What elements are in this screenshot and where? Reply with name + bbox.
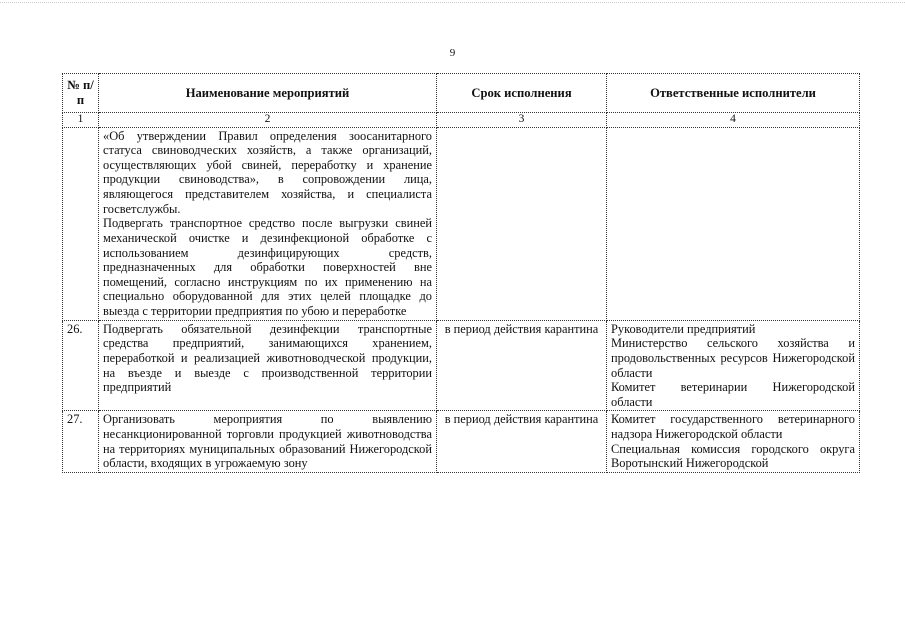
action-cell [99, 127, 437, 320]
action-text: Подвергать обязательной дезинфекции транспортные средства предприятий, занимающихся хранением, переработкой и реализацией животноводческой продукции, на въезде и выезде с производственной территории предприятий [103, 321, 432, 395]
header-deadline: Срок исполнения [437, 74, 607, 113]
action-cell [99, 411, 437, 473]
responsible-cell [607, 320, 860, 411]
column-number: 4 [607, 113, 860, 128]
column-number-row [63, 113, 860, 128]
row-number-empty [63, 127, 99, 320]
responsible-entry: Комитет ветеринарии Нижегородской области [611, 380, 855, 409]
header-action: Наименование мероприятий [99, 74, 437, 113]
column-number: 2 [99, 113, 437, 128]
responsible-cell [607, 411, 860, 473]
action-cell [99, 320, 437, 411]
page-number: 9 [449, 47, 456, 59]
row-number: 26. [63, 320, 99, 411]
deadline-cell: в период действия карантина [437, 411, 607, 473]
responsible-cell-empty [607, 127, 860, 320]
action-text: Организовать мероприятия по выявлению несанкционированной торговли продукцией животноводства на территориях муниципальных образований Нижегородской области, входящих в угрожаемую зону [103, 412, 432, 471]
column-number: 1 [63, 113, 99, 128]
row-number: 27. [63, 411, 99, 473]
header-responsible: Ответственные исполнители [607, 74, 860, 113]
responsible-entry: Руководители предприятий [611, 321, 756, 336]
header-number: № п/п [63, 74, 99, 113]
action-paragraph: Подвергать транспортное средство после выгрузки свиней механической очистке и дезинфекционой обработке с использованием дезинфицирующих средств, предназначенных для обработки поверхностей вне помещений, согласно инструкциям по их применению на специально оборудованной для этих целей площадке до выезда с территории предприятия по убою и переработке [103, 216, 432, 319]
deadline-cell-empty [437, 127, 607, 320]
responsible-entry: Министерство сельского хозяйства и продовольственных ресурсов Нижегородской области [611, 336, 855, 380]
measures-table [62, 73, 860, 473]
table-row-continuation [63, 127, 860, 320]
table-header-row [63, 74, 860, 113]
responsible-entry: Комитет государственного ветеринарного надзора Нижегородской области [611, 412, 855, 442]
deadline-cell: в период действия карантина [437, 320, 607, 411]
table-row [63, 320, 860, 411]
action-paragraph: «Об утверждении Правил определения зоосанитарного статуса свиноводческих хозяйств, а также организаций, осуществляющих убой свиней, переработку и хранение продукции свиноводства», в сопровождении лица, являющегося представителем хозяйства, и специалиста госветслужбы. [103, 128, 432, 216]
column-number: 3 [437, 113, 607, 128]
responsible-entry: Специальная комиссия городского округа Воротынский Нижегородской [611, 441, 855, 471]
scan-edge-line [0, 2, 905, 3]
table-row [63, 411, 860, 473]
